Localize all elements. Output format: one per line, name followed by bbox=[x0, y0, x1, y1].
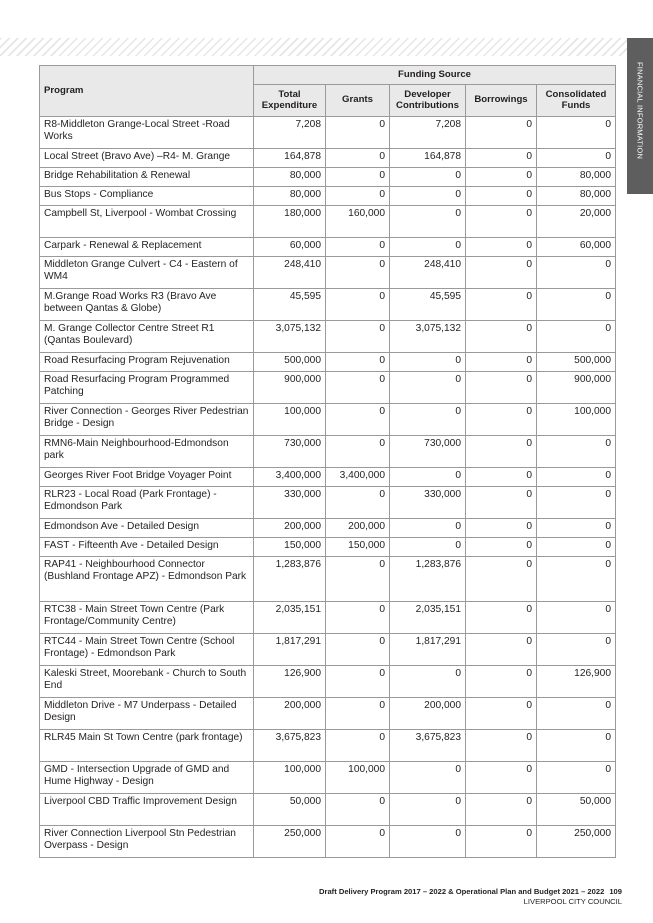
amount-cell: 126,900 bbox=[537, 666, 616, 698]
amount-cell: 0 bbox=[537, 468, 616, 487]
program-name-cell: Liverpool CBD Traffic Improvement Design bbox=[40, 794, 254, 826]
amount-cell: 500,000 bbox=[537, 353, 616, 372]
amount-cell: 3,400,000 bbox=[254, 468, 326, 487]
table-row bbox=[40, 404, 616, 436]
amount-cell: 0 bbox=[537, 698, 616, 730]
amount-cell: 200,000 bbox=[254, 698, 326, 730]
amount-cell: 0 bbox=[390, 353, 466, 372]
program-name-cell: RTC38 - Main Street Town Centre (Park Frontage/Community Centre) bbox=[40, 602, 254, 634]
amount-cell: 0 bbox=[326, 794, 390, 826]
amount-cell: 248,410 bbox=[254, 257, 326, 289]
amount-cell: 0 bbox=[466, 634, 537, 666]
table-row bbox=[40, 372, 616, 404]
program-name-cell: Edmondson Ave - Detailed Design bbox=[40, 519, 254, 538]
table-row bbox=[40, 634, 616, 666]
amount-cell: 60,000 bbox=[537, 238, 616, 257]
column-header: Grants bbox=[326, 85, 390, 117]
amount-cell: 100,000 bbox=[254, 762, 326, 794]
table-row bbox=[40, 698, 616, 730]
amount-cell: 0 bbox=[390, 762, 466, 794]
program-name-cell: M. Grange Collector Centre Street R1 (Qantas Boulevard) bbox=[40, 321, 254, 353]
amount-cell: 1,283,876 bbox=[390, 557, 466, 602]
decorative-hatch-band bbox=[0, 38, 628, 56]
amount-cell: 2,035,151 bbox=[254, 602, 326, 634]
table-row bbox=[40, 519, 616, 538]
amount-cell: 80,000 bbox=[254, 187, 326, 206]
amount-cell: 0 bbox=[326, 634, 390, 666]
amount-cell: 80,000 bbox=[537, 168, 616, 187]
amount-cell: 1,817,291 bbox=[390, 634, 466, 666]
table-row bbox=[40, 557, 616, 602]
column-header: Consolidated Funds bbox=[537, 85, 616, 117]
table-row bbox=[40, 602, 616, 634]
table-row bbox=[40, 206, 616, 238]
amount-cell: 0 bbox=[326, 404, 390, 436]
amount-cell: 0 bbox=[537, 557, 616, 602]
amount-cell: 0 bbox=[466, 206, 537, 238]
amount-cell: 0 bbox=[390, 519, 466, 538]
amount-cell: 0 bbox=[466, 730, 537, 762]
amount-cell: 0 bbox=[466, 602, 537, 634]
amount-cell: 160,000 bbox=[326, 206, 390, 238]
table-row bbox=[40, 468, 616, 487]
amount-cell: 900,000 bbox=[537, 372, 616, 404]
amount-cell: 180,000 bbox=[254, 206, 326, 238]
program-name-cell: R8-Middleton Grange-Local Street -Road Works bbox=[40, 117, 254, 149]
amount-cell: 0 bbox=[466, 238, 537, 257]
amount-cell: 3,675,823 bbox=[254, 730, 326, 762]
amount-cell: 0 bbox=[537, 289, 616, 321]
amount-cell: 0 bbox=[326, 666, 390, 698]
amount-cell: 1,817,291 bbox=[254, 634, 326, 666]
column-header: Developer Contributions bbox=[390, 85, 466, 117]
amount-cell: 60,000 bbox=[254, 238, 326, 257]
amount-cell: 0 bbox=[390, 468, 466, 487]
amount-cell: 0 bbox=[537, 257, 616, 289]
amount-cell: 0 bbox=[537, 730, 616, 762]
amount-cell: 0 bbox=[390, 666, 466, 698]
amount-cell: 7,208 bbox=[390, 117, 466, 149]
column-header: Total Expenditure bbox=[254, 85, 326, 117]
amount-cell: 0 bbox=[537, 634, 616, 666]
program-name-cell: FAST - Fifteenth Ave - Detailed Design bbox=[40, 538, 254, 557]
amount-cell: 7,208 bbox=[254, 117, 326, 149]
table-row bbox=[40, 730, 616, 762]
amount-cell: 0 bbox=[466, 187, 537, 206]
program-name-cell: Carpark - Renewal & Replacement bbox=[40, 238, 254, 257]
funding-source-header: Funding Source bbox=[254, 66, 616, 85]
table-row bbox=[40, 168, 616, 187]
amount-cell: 0 bbox=[537, 487, 616, 519]
program-name-cell: Road Resurfacing Program Rejuvenation bbox=[40, 353, 254, 372]
amount-cell: 0 bbox=[326, 187, 390, 206]
amount-cell: 0 bbox=[390, 168, 466, 187]
amount-cell: 0 bbox=[326, 238, 390, 257]
amount-cell: 0 bbox=[537, 436, 616, 468]
amount-cell: 0 bbox=[390, 206, 466, 238]
amount-cell: 0 bbox=[466, 149, 537, 168]
amount-cell: 0 bbox=[466, 826, 537, 858]
amount-cell: 100,000 bbox=[254, 404, 326, 436]
column-header: Borrowings bbox=[466, 85, 537, 117]
table-row bbox=[40, 762, 616, 794]
amount-cell: 0 bbox=[326, 372, 390, 404]
amount-cell: 0 bbox=[466, 519, 537, 538]
footer-organisation: LIVERPOOL CITY COUNCIL bbox=[523, 897, 622, 906]
amount-cell: 0 bbox=[390, 372, 466, 404]
amount-cell: 250,000 bbox=[254, 826, 326, 858]
table-row bbox=[40, 538, 616, 557]
amount-cell: 0 bbox=[326, 168, 390, 187]
table-row bbox=[40, 238, 616, 257]
amount-cell: 0 bbox=[390, 794, 466, 826]
amount-cell: 0 bbox=[326, 257, 390, 289]
amount-cell: 20,000 bbox=[537, 206, 616, 238]
amount-cell: 80,000 bbox=[537, 187, 616, 206]
page-number: 109 bbox=[609, 887, 622, 896]
amount-cell: 0 bbox=[537, 762, 616, 794]
table-row bbox=[40, 321, 616, 353]
program-name-cell: M.Grange Road Works R3 (Bravo Ave between Qantas & Globe) bbox=[40, 289, 254, 321]
program-name-cell: Middleton Grange Culvert - C4 - Eastern of WM4 bbox=[40, 257, 254, 289]
amount-cell: 0 bbox=[466, 794, 537, 826]
table-body bbox=[40, 117, 616, 858]
amount-cell: 0 bbox=[390, 538, 466, 557]
amount-cell: 3,075,132 bbox=[254, 321, 326, 353]
page-footer bbox=[319, 887, 622, 907]
amount-cell: 45,595 bbox=[254, 289, 326, 321]
amount-cell: 900,000 bbox=[254, 372, 326, 404]
amount-cell: 0 bbox=[466, 257, 537, 289]
amount-cell: 1,283,876 bbox=[254, 557, 326, 602]
amount-cell: 0 bbox=[466, 289, 537, 321]
program-name-cell: Kaleski Street, Moorebank - Church to South End bbox=[40, 666, 254, 698]
amount-cell: 0 bbox=[326, 117, 390, 149]
amount-cell: 0 bbox=[466, 538, 537, 557]
amount-cell: 0 bbox=[326, 149, 390, 168]
program-name-cell: Bridge Rehabilitation & Renewal bbox=[40, 168, 254, 187]
amount-cell: 730,000 bbox=[390, 436, 466, 468]
amount-cell: 200,000 bbox=[390, 698, 466, 730]
amount-cell: 0 bbox=[390, 187, 466, 206]
table-row bbox=[40, 117, 616, 149]
program-name-cell: Georges River Foot Bridge Voyager Point bbox=[40, 468, 254, 487]
table-row bbox=[40, 794, 616, 826]
program-name-cell: Road Resurfacing Program Programmed Patching bbox=[40, 372, 254, 404]
amount-cell: 164,878 bbox=[390, 149, 466, 168]
program-name-cell: RLR45 Main St Town Centre (park frontage) bbox=[40, 730, 254, 762]
amount-cell: 0 bbox=[326, 353, 390, 372]
amount-cell: 150,000 bbox=[326, 538, 390, 557]
amount-cell: 126,900 bbox=[254, 666, 326, 698]
amount-cell: 3,400,000 bbox=[326, 468, 390, 487]
amount-cell: 0 bbox=[466, 557, 537, 602]
table-row bbox=[40, 353, 616, 372]
amount-cell: 330,000 bbox=[390, 487, 466, 519]
amount-cell: 330,000 bbox=[254, 487, 326, 519]
program-name-cell: Bus Stops - Compliance bbox=[40, 187, 254, 206]
amount-cell: 500,000 bbox=[254, 353, 326, 372]
amount-cell: 0 bbox=[326, 730, 390, 762]
section-side-tab bbox=[627, 38, 653, 194]
amount-cell: 250,000 bbox=[537, 826, 616, 858]
program-name-cell: Campbell St, Liverpool - Wombat Crossing bbox=[40, 206, 254, 238]
program-name-cell: RTC44 - Main Street Town Centre (School Frontage) - Edmondson Park bbox=[40, 634, 254, 666]
table-row bbox=[40, 826, 616, 858]
amount-cell: 0 bbox=[326, 557, 390, 602]
table-row bbox=[40, 257, 616, 289]
amount-cell: 0 bbox=[466, 468, 537, 487]
amount-cell: 0 bbox=[466, 168, 537, 187]
amount-cell: 150,000 bbox=[254, 538, 326, 557]
amount-cell: 0 bbox=[390, 404, 466, 436]
table-row bbox=[40, 149, 616, 168]
table-row bbox=[40, 436, 616, 468]
amount-cell: 0 bbox=[537, 321, 616, 353]
amount-cell: 3,675,823 bbox=[390, 730, 466, 762]
table-row bbox=[40, 666, 616, 698]
table-row bbox=[40, 187, 616, 206]
amount-cell: 0 bbox=[537, 149, 616, 168]
amount-cell: 0 bbox=[326, 436, 390, 468]
amount-cell: 0 bbox=[466, 762, 537, 794]
amount-cell: 0 bbox=[466, 117, 537, 149]
amount-cell: 45,595 bbox=[390, 289, 466, 321]
amount-cell: 0 bbox=[466, 372, 537, 404]
amount-cell: 2,035,151 bbox=[390, 602, 466, 634]
program-header: Program bbox=[40, 66, 254, 117]
amount-cell: 50,000 bbox=[537, 794, 616, 826]
program-name-cell: RMN6-Main Neighbourhood-Edmondson park bbox=[40, 436, 254, 468]
table-row bbox=[40, 487, 616, 519]
program-name-cell: RLR23 - Local Road (Park Frontage) - Edmondson Park bbox=[40, 487, 254, 519]
table-row bbox=[40, 289, 616, 321]
amount-cell: 0 bbox=[326, 289, 390, 321]
footer-title: Draft Delivery Program 2017 – 2022 & Operational Plan and Budget 2021 – 2022 bbox=[319, 887, 605, 896]
amount-cell: 0 bbox=[390, 238, 466, 257]
amount-cell: 100,000 bbox=[537, 404, 616, 436]
program-name-cell: Middleton Drive - M7 Underpass - Detailed Design bbox=[40, 698, 254, 730]
side-tab-label: FINANCIAL INFORMATION bbox=[635, 62, 645, 160]
program-name-cell: Local Street (Bravo Ave) –R4- M. Grange bbox=[40, 149, 254, 168]
amount-cell: 80,000 bbox=[254, 168, 326, 187]
amount-cell: 0 bbox=[326, 698, 390, 730]
amount-cell: 0 bbox=[326, 321, 390, 353]
amount-cell: 164,878 bbox=[254, 149, 326, 168]
amount-cell: 0 bbox=[466, 666, 537, 698]
amount-cell: 0 bbox=[537, 602, 616, 634]
amount-cell: 0 bbox=[466, 353, 537, 372]
amount-cell: 0 bbox=[466, 487, 537, 519]
amount-cell: 0 bbox=[466, 436, 537, 468]
amount-cell: 0 bbox=[390, 826, 466, 858]
amount-cell: 0 bbox=[326, 487, 390, 519]
amount-cell: 0 bbox=[326, 826, 390, 858]
amount-cell: 0 bbox=[466, 321, 537, 353]
amount-cell: 0 bbox=[537, 538, 616, 557]
amount-cell: 200,000 bbox=[254, 519, 326, 538]
amount-cell: 3,075,132 bbox=[390, 321, 466, 353]
amount-cell: 50,000 bbox=[254, 794, 326, 826]
amount-cell: 248,410 bbox=[390, 257, 466, 289]
amount-cell: 0 bbox=[537, 519, 616, 538]
amount-cell: 0 bbox=[466, 698, 537, 730]
funding-table bbox=[39, 65, 616, 858]
amount-cell: 200,000 bbox=[326, 519, 390, 538]
program-name-cell: RAP41 - Neighbourhood Connector (Bushland Frontage APZ) - Edmondson Park bbox=[40, 557, 254, 602]
program-name-cell: River Connection - Georges River Pedestrian Bridge - Design bbox=[40, 404, 254, 436]
amount-cell: 0 bbox=[466, 404, 537, 436]
amount-cell: 100,000 bbox=[326, 762, 390, 794]
amount-cell: 0 bbox=[537, 117, 616, 149]
amount-cell: 730,000 bbox=[254, 436, 326, 468]
program-name-cell: GMD - Intersection Upgrade of GMD and Hume Highway - Design bbox=[40, 762, 254, 794]
amount-cell: 0 bbox=[326, 602, 390, 634]
program-name-cell: River Connection Liverpool Stn Pedestrian Overpass - Design bbox=[40, 826, 254, 858]
